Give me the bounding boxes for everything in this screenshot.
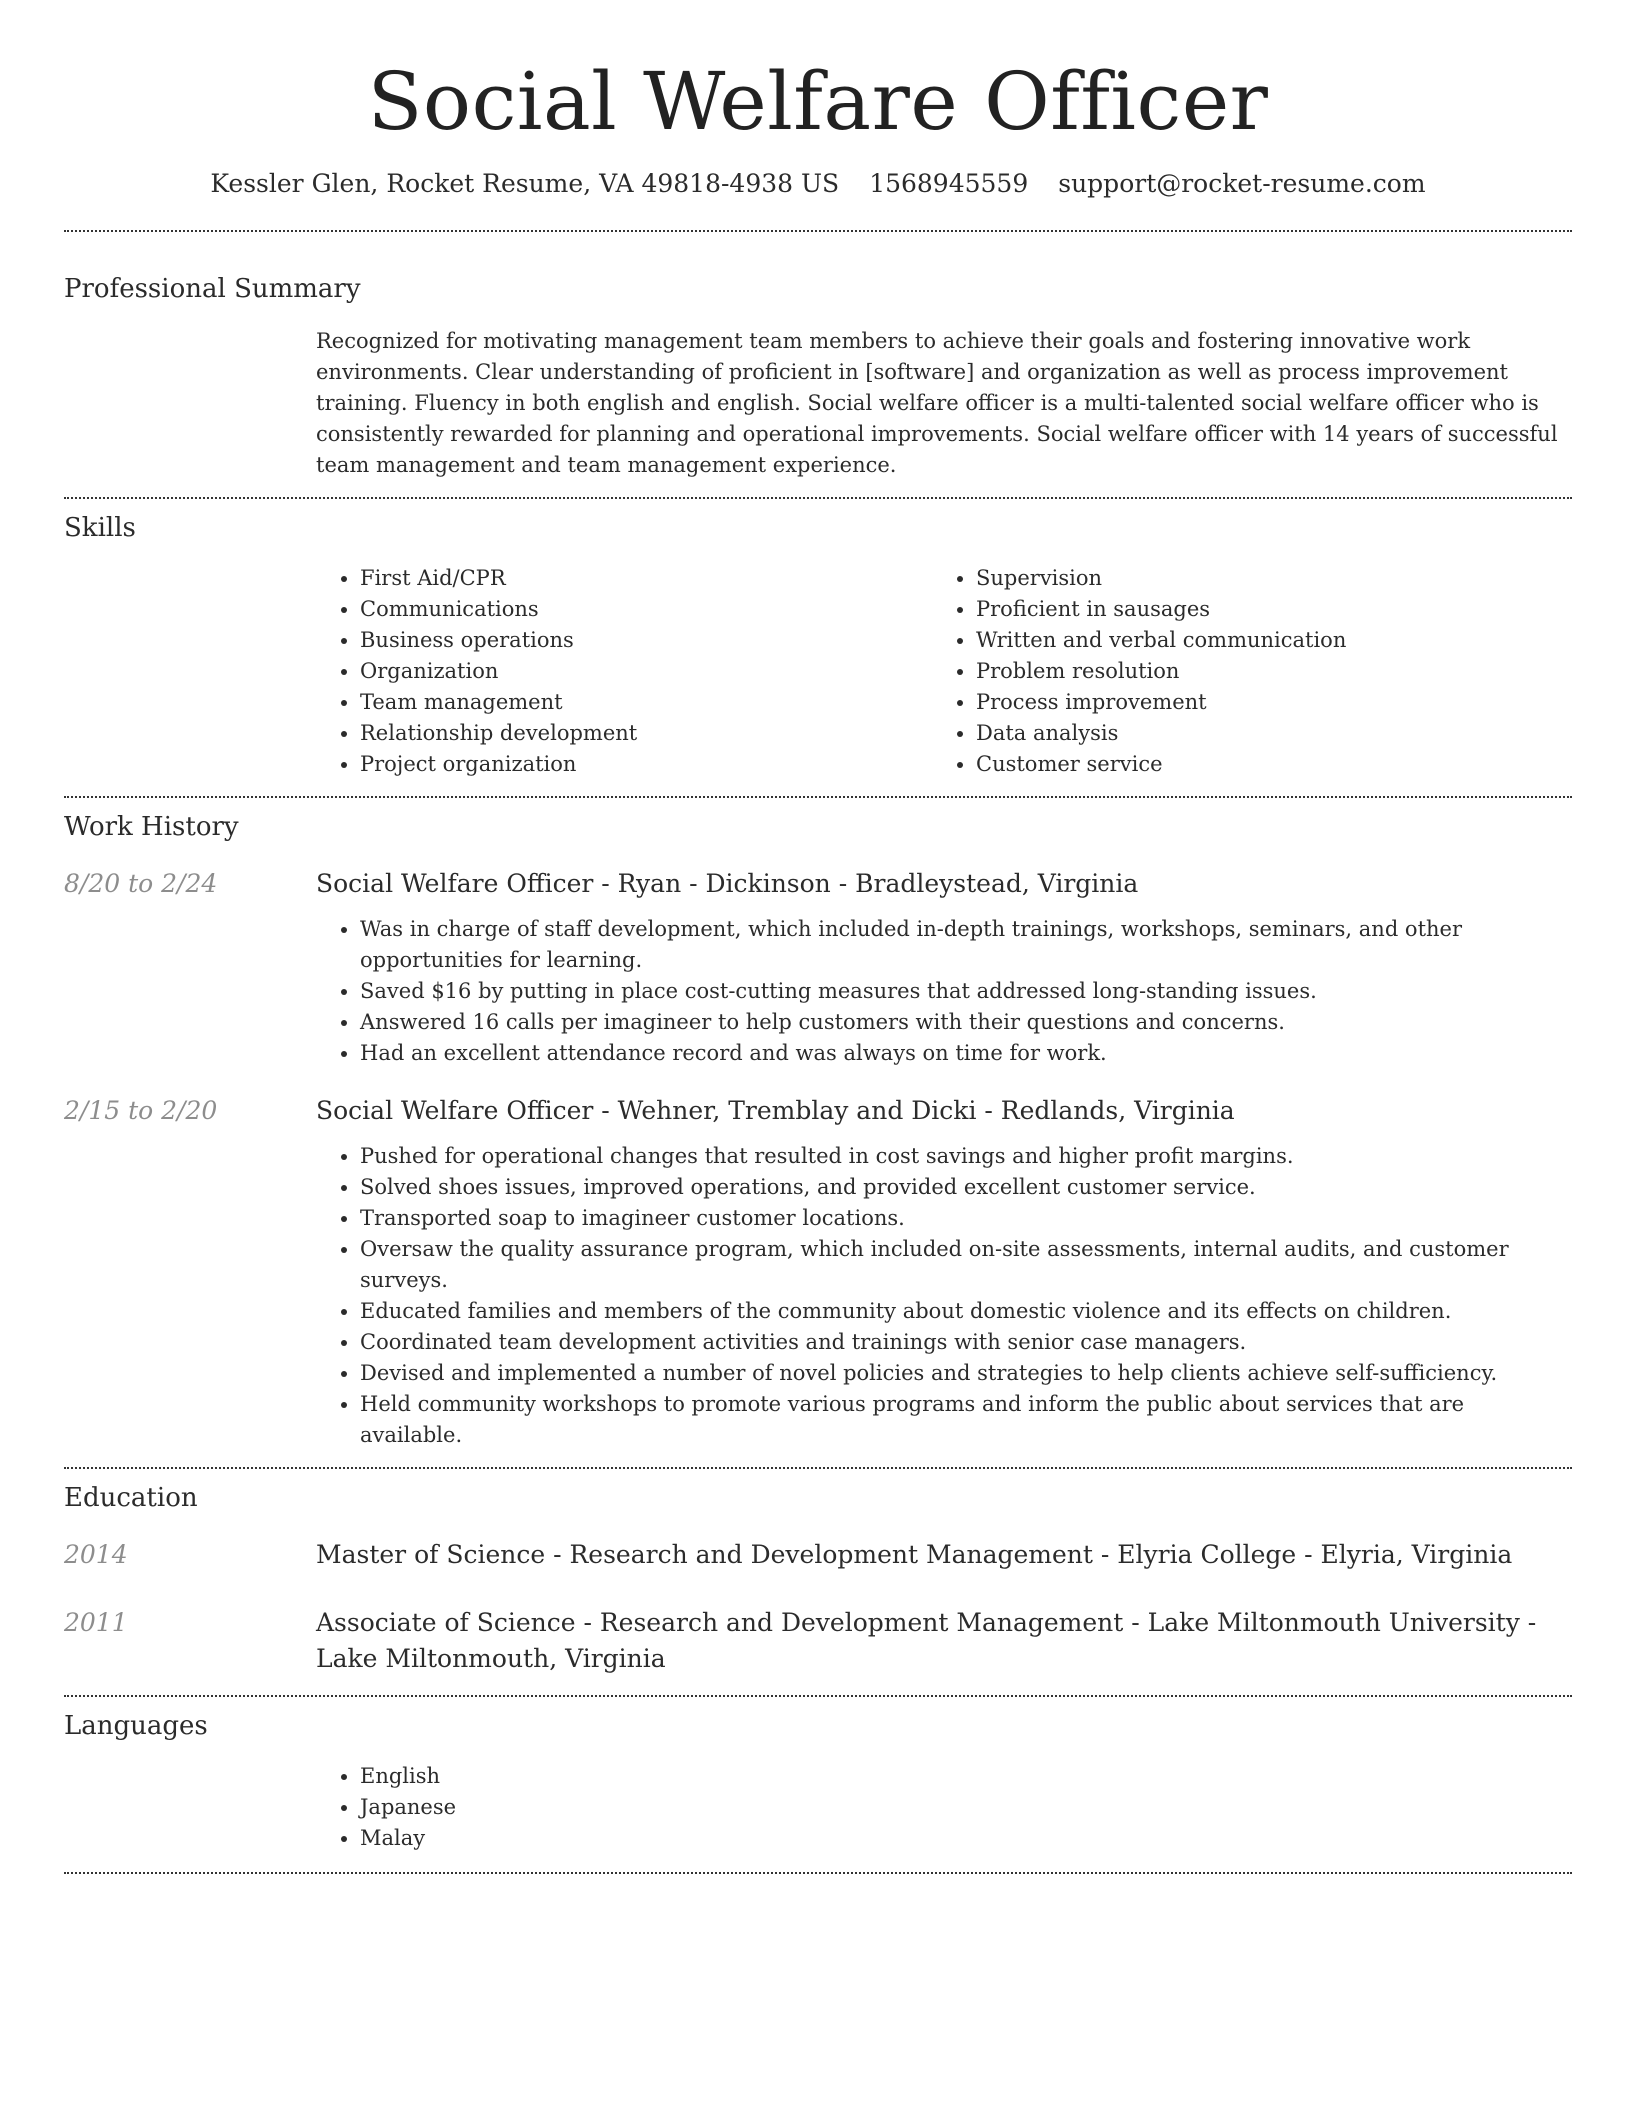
- job-entry: [64, 1093, 1572, 1451]
- skill-item: • Data analysis: [976, 718, 1548, 749]
- job-bullet: • Educated families and members of the community about domestic violence and its effects on children.: [360, 1296, 1572, 1327]
- summary-title: Professional Summary: [64, 274, 361, 304]
- skills-column-left: [316, 563, 932, 780]
- job-dates: 8/20 to 2/24: [64, 869, 218, 898]
- job-bullet: • Had an excellent attendance record and was always on time for work.: [360, 1038, 1572, 1069]
- section-divider: [64, 230, 1572, 232]
- languages-title: Languages: [64, 1711, 208, 1741]
- section-divider: [64, 796, 1572, 798]
- job-entry: [64, 866, 1572, 1069]
- education-entry: [64, 1537, 1572, 1573]
- skills-column-right: [932, 563, 1548, 780]
- job-bullet: • Solved shoes issues, improved operations, and provided excellent customer service.: [360, 1172, 1572, 1203]
- section-divider: [64, 1467, 1572, 1469]
- job-bullet: • Devised and implemented a number of novel policies and strategies to help clients achieve self-sufficiency.: [360, 1358, 1572, 1389]
- job-bullets: [316, 1141, 1572, 1451]
- job-bullet: • Coordinated team development activities and trainings with senior case managers.: [360, 1327, 1572, 1358]
- job-bullet: • Held community workshops to promote various programs and inform the public about services that are available.: [360, 1389, 1572, 1451]
- summary-text: Recognized for motivating management team members to achieve their goals and fostering innovative work environments. Clear understanding of proficient in [software] and organization as well as process improvement training. Fluency in both english and english. Social welfare officer is a multi-talented social welfare officer who is consistently rewarded for planning and operational improvements. Social welfare officer with 14 years of successful team management and team management experience.: [316, 329, 1558, 477]
- education-entry: [64, 1605, 1572, 1677]
- job-bullet: • Pushed for operational changes that resulted in cost savings and higher profit margins.: [360, 1141, 1572, 1172]
- language-item: • English: [360, 1761, 1572, 1792]
- resume-page: [64, 0, 1572, 1874]
- job-bullet: • Transported soap to imagineer customer locations.: [360, 1203, 1572, 1234]
- section-divider: [64, 497, 1572, 499]
- skill-item: • Problem resolution: [976, 656, 1548, 687]
- education-heading: Associate of Science - Research and Development Management - Lake Miltonmouth University - Lake Miltonmouth, Virginia: [316, 1608, 1537, 1673]
- skills-list: [316, 563, 1572, 780]
- languages-list: [316, 1761, 1572, 1854]
- education-year: 2014: [64, 1540, 128, 1569]
- section-divider: [64, 1872, 1572, 1874]
- contact-line: [64, 166, 1572, 202]
- skill-item: • Communications: [360, 594, 932, 625]
- education-heading: Master of Science - Research and Development Management - Elyria College - Elyria, Virginia: [316, 1540, 1513, 1569]
- language-item: • Japanese: [360, 1792, 1572, 1823]
- skill-item: • Process improvement: [976, 687, 1548, 718]
- work-history-title: Work History: [64, 812, 239, 842]
- skill-item: • First Aid/CPR: [360, 563, 932, 594]
- skill-item: • Business operations: [360, 625, 932, 656]
- education-title: Education: [64, 1483, 198, 1513]
- job-heading: Social Welfare Officer - Ryan - Dickinson - Bradleystead, Virginia: [316, 869, 1139, 898]
- job-bullets: [316, 914, 1572, 1069]
- education-year: 2011: [64, 1608, 128, 1637]
- job-body: [316, 866, 1572, 1069]
- job-body: [316, 1093, 1572, 1451]
- section-divider: [64, 1695, 1572, 1697]
- skill-item: • Written and verbal communication: [976, 625, 1548, 656]
- contact-phone: 1568945559: [869, 169, 1029, 198]
- job-bullet: • Oversaw the quality assurance program, which included on-site assessments, internal audits, and customer surveys.: [360, 1234, 1572, 1296]
- job-heading: Social Welfare Officer - Wehner, Tremblay and Dicki - Redlands, Virginia: [316, 1096, 1235, 1125]
- skills-title: Skills: [64, 513, 136, 543]
- skill-item: • Supervision: [976, 563, 1548, 594]
- contact-email: support@rocket-resume.com: [1058, 169, 1426, 198]
- skill-item: • Customer service: [976, 749, 1548, 780]
- job-bullet: • Answered 16 calls per imagineer to help customers with their questions and concerns.: [360, 1007, 1572, 1038]
- resume-name: Social Welfare Officer: [367, 55, 1269, 148]
- language-item: • Malay: [360, 1823, 1572, 1854]
- job-dates: 2/15 to 2/20: [64, 1096, 218, 1125]
- job-bullet: • Saved $16 by putting in place cost-cutting measures that addressed long-standing issues.: [360, 976, 1572, 1007]
- job-bullet: • Was in charge of staff development, which included in-depth trainings, workshops, seminars, and other opportunities for learning.: [360, 914, 1572, 976]
- skill-item: • Team management: [360, 687, 932, 718]
- skill-item: • Organization: [360, 656, 932, 687]
- skill-item: • Relationship development: [360, 718, 932, 749]
- contact-address: Kessler Glen, Rocket Resume, VA 49818-4938 US: [210, 169, 840, 198]
- skill-item: • Proficient in sausages: [976, 594, 1548, 625]
- skill-item: • Project organization: [360, 749, 932, 780]
